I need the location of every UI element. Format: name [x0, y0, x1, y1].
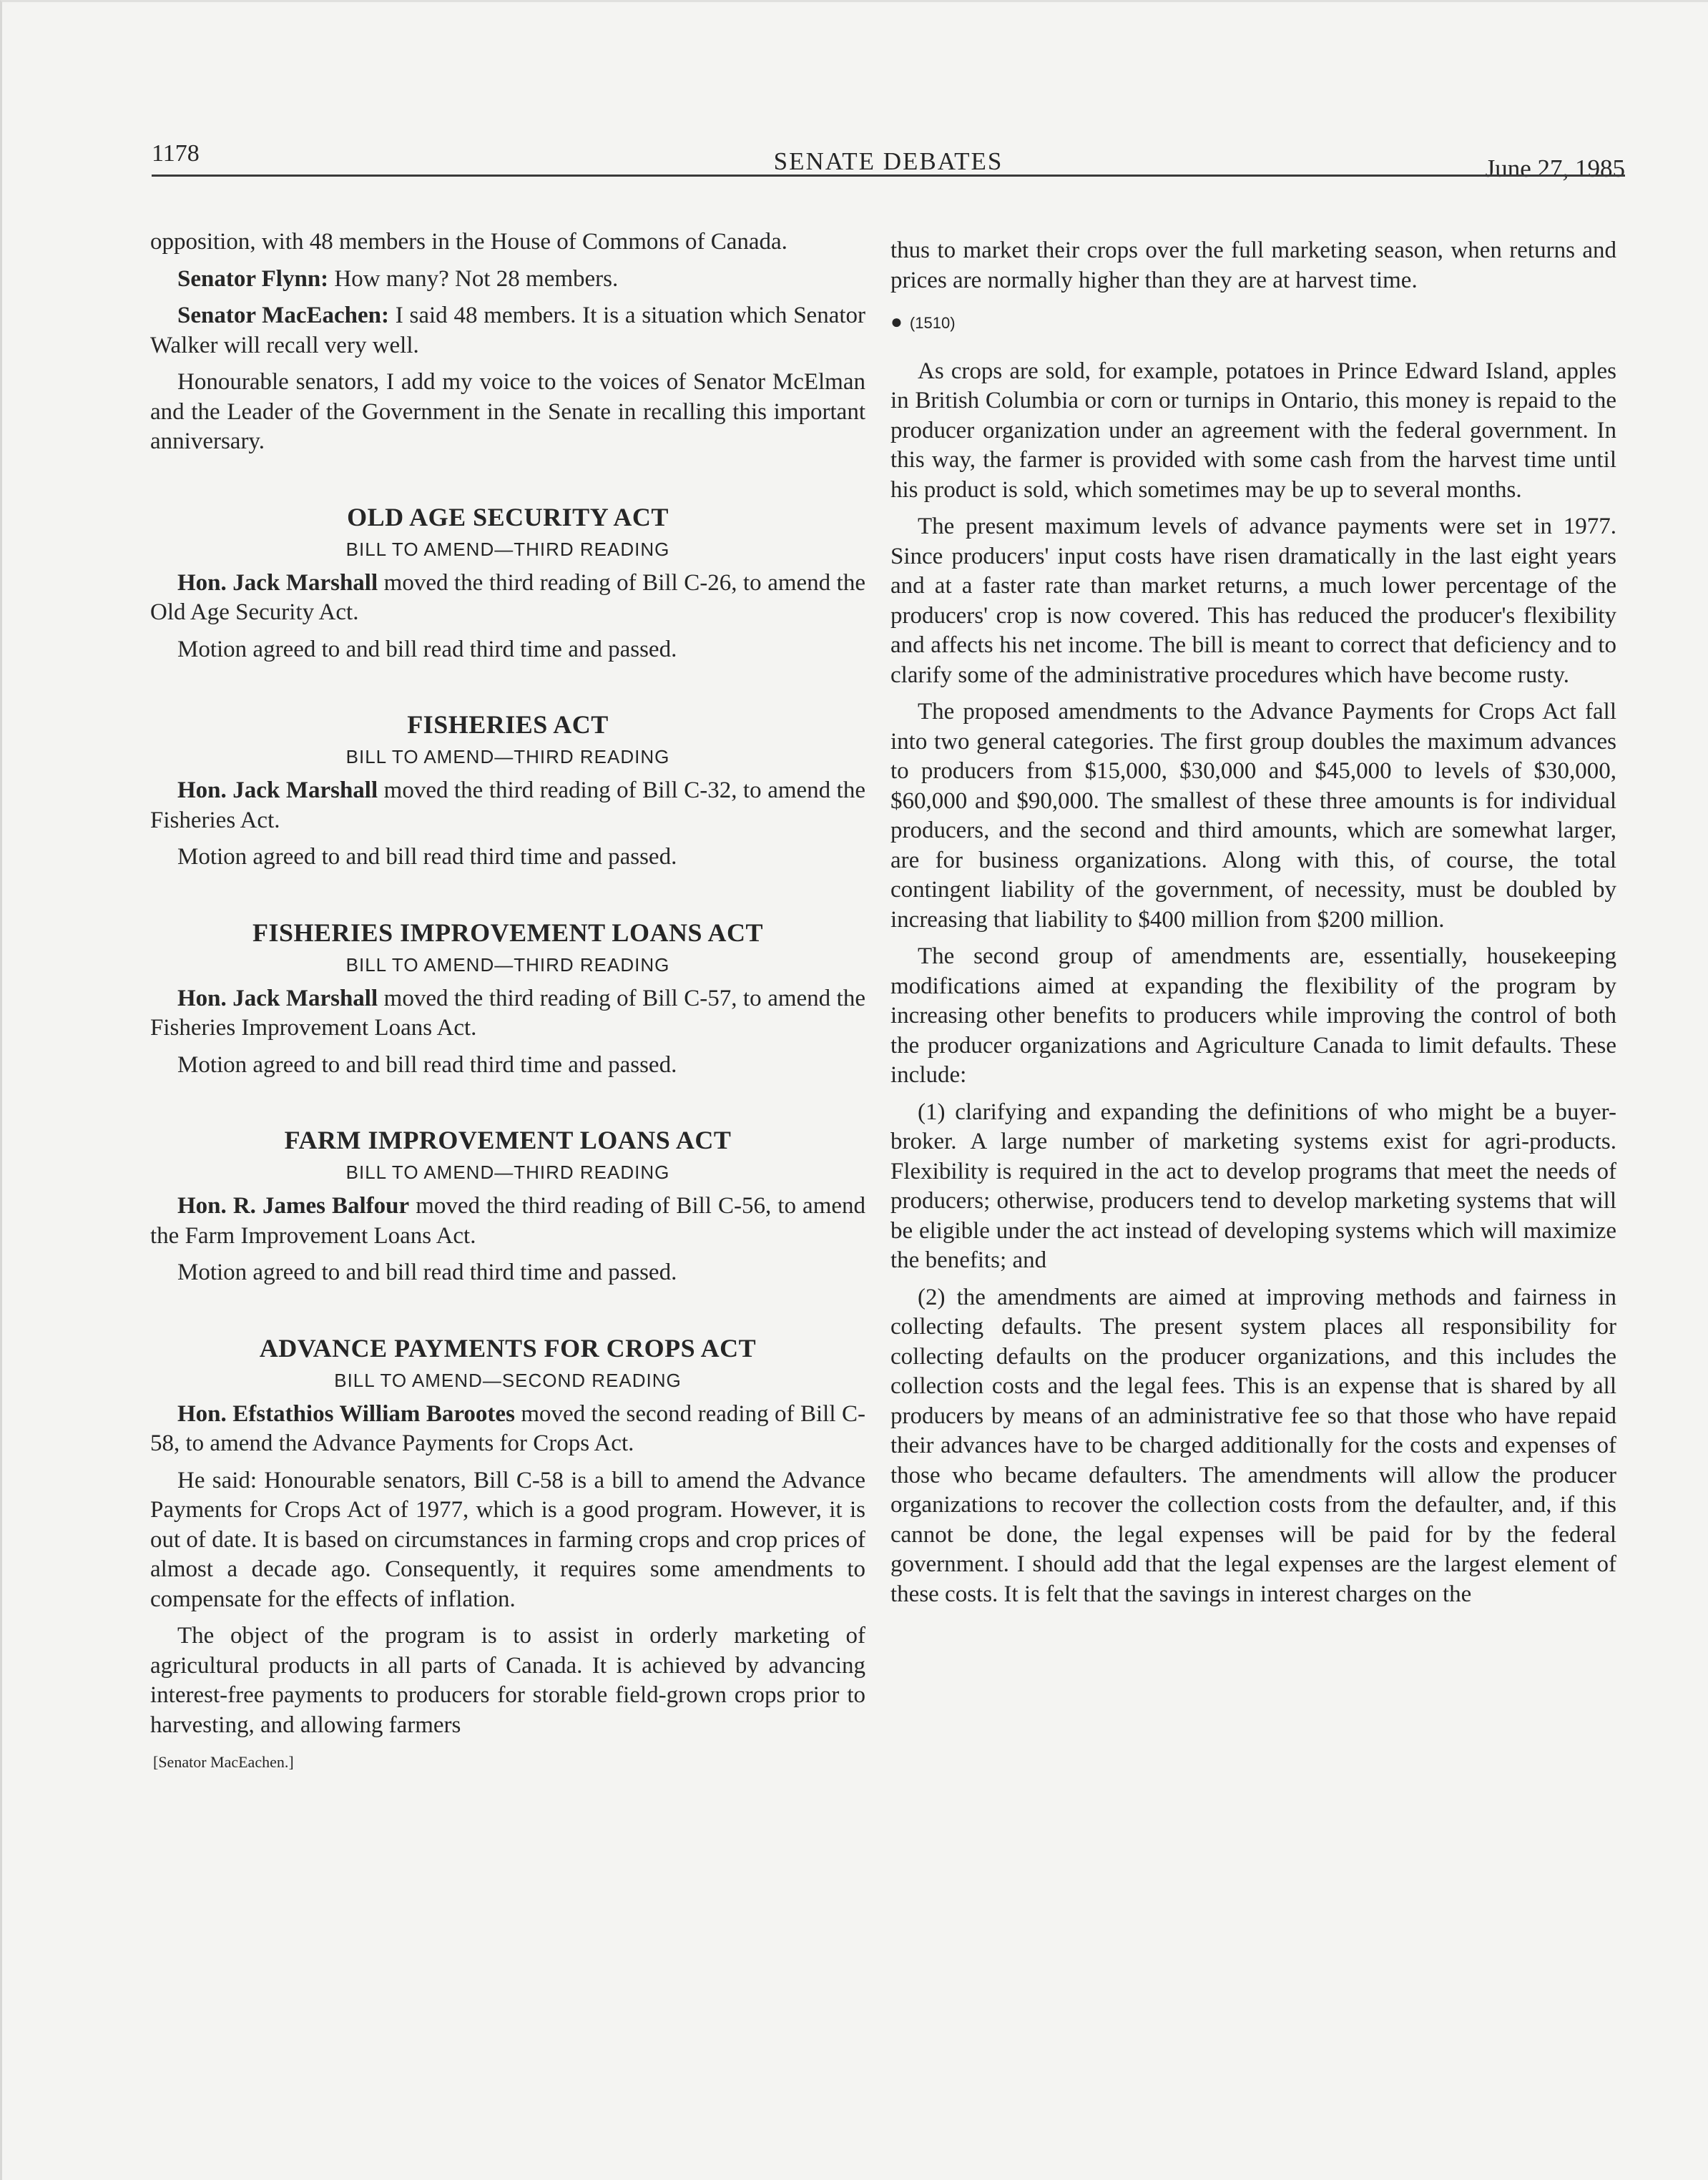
speaker: Hon. Jack Marshall — [177, 985, 378, 1011]
paragraph: The second group of amendments are, essentially, housekeeping modifications aimed at expanding the flexibility of the program by increasing other benefits to producers while improving the control of both the producer organizations and Agriculture Canada to limit defaults. These include: — [890, 943, 1616, 1088]
section-subheading: BILL TO AMEND—THIRD READING — [345, 953, 670, 976]
section-heading: FISHERIES ACT — [407, 710, 609, 739]
speech — [150, 1400, 865, 1459]
speech — [150, 776, 865, 835]
section-subheading: BILL TO AMEND—SECOND READING — [334, 1369, 682, 1391]
paragraph: As crops are sold, for example, potatoes in Prince Edward Island, apples in British Columbia or corn or turnips in Ontario, this money is repaid to the producer organization under an agreement with the federal government. In this way, the farmer is provided with some cash from the harvest time until his product is sold, which sometimes may be up to several months. — [890, 358, 1616, 503]
bullet-icon: ● — [890, 310, 903, 333]
paragraph: The object of the program is to assist in orderly marketing of agricultural products in all parts of Canada. It is achieved by advancing interest-free payments to producers for storable field-grown crops prior to harvesting, and allowing farmers — [150, 1623, 865, 1738]
header-rule — [152, 175, 1625, 177]
speaker: Hon. Jack Marshall — [177, 777, 378, 803]
paragraph: (1) clarifying and expanding the definitions of who might be a buyer-broker. A large number of marketing systems exist for agri-products. Flexibility is required in the act to develop programs that meet the needs of producers; otherwise, producers tend to develop marketing systems that will be eligible under the act instead of developing systems which will maximize the benefits; and — [890, 1099, 1616, 1273]
speaker: Hon. Efstathios William Barootes — [177, 1400, 515, 1427]
speech-text: moved the third reading of Bill C-32, to amend the Fisheries Act. — [150, 777, 865, 833]
left-column — [150, 227, 865, 1777]
paragraph: Honourable senators, I add my voice to the voices of Senator McElman and the Leader of the Government in the Senate in recalling this important anniversary. — [150, 369, 865, 454]
section-heading: OLD AGE SECURITY ACT — [347, 502, 669, 531]
speaker: Hon. Jack Marshall — [177, 569, 378, 596]
motion: Motion agreed to and bill read third time and passed. — [177, 1051, 677, 1078]
section-heading: FARM IMPROVEMENT LOANS ACT — [284, 1126, 732, 1154]
paragraph: opposition, with 48 members in the House of Commons of Canada. — [150, 229, 787, 255]
speech-text: moved the third reading of Bill C-57, to amend the Fisheries Improvement Loans Act. — [150, 985, 865, 1041]
motion: Motion agreed to and bill read third time and passed. — [177, 636, 677, 662]
speech-text: moved the third reading of Bill C-56, to amend the Farm Improvement Loans Act. — [150, 1193, 866, 1249]
time-marker-label: (1510) — [909, 314, 956, 332]
speaker: Senator Flynn: — [177, 265, 329, 292]
speech-text: moved the second reading of Bill C-58, to amend the Advance Payments for Crops Act. — [150, 1400, 865, 1456]
motion: Motion agreed to and bill read third time and passed. — [177, 1260, 677, 1285]
time-marker — [890, 307, 1616, 338]
publication-title: SENATE DEBATES — [773, 147, 1003, 175]
speech — [150, 984, 865, 1044]
section-heading: ADVANCE PAYMENTS FOR CROPS ACT — [259, 1333, 757, 1362]
speech — [150, 569, 865, 628]
right-column — [890, 236, 1616, 1616]
page-number: 1178 — [152, 140, 200, 167]
speech-text: How many? Not 28 members. — [328, 265, 619, 292]
page-header — [152, 140, 1625, 183]
section-subheading: BILL TO AMEND—THIRD READING — [345, 1162, 670, 1183]
section-heading: FISHERIES IMPROVEMENT LOANS ACT — [252, 918, 763, 947]
speech — [150, 1192, 865, 1251]
section-subheading: BILL TO AMEND—THIRD READING — [345, 746, 670, 767]
motion: Motion agreed to and bill read third time and passed. — [177, 844, 677, 870]
publication-date: June 27, 1985 — [1485, 154, 1625, 182]
page-footnote: [Senator MacEachen.] — [153, 1753, 294, 1771]
paragraph: The present maximum levels of advance payments were set in 1977. Since producers' input costs have risen dramatically in the last eight years and at a faster rate than market returns, a much lower percentage of the producers' crop is now covered. This has reduced the producer's flexibility and affects his net income. The bill is meant to correct that deficiency and to clarify some of the administrative procedures which have become rusty. — [890, 514, 1616, 688]
speaker: Senator MacEachen: — [177, 303, 389, 328]
paragraph: (2) the amendments are aimed at improving methods and fairness in collecting defaults. The present system places all responsibility for collecting defaults on the producer organizations, and this includes the collection costs and the legal fees. This is an expense that is shared by all producers by means of an administrative fee so that those who have repaid their advances have to be charged additionally for the costs and expenses of those who became defaulters. The amendments will allow the producer organizations to recover the collection costs from the defaulter, and, if this cannot be done, the legal expenses will be paid for by the federal government. I should add that the legal expenses are the largest element of these costs. It is felt that the savings in interest charges on the — [890, 1284, 1616, 1607]
paragraph: The proposed amendments to the Advance Payments for Crops Act fall into two general categories. The first group doubles the maximum advances to producers from $15,000, $30,000 and $45,000 to levels of $30,000, $60,000 and $90,000. The smallest of these three amounts is for individual producers, and the second and third amounts, which are somewhat larger, are for business organizations. Along with this, of course, the total contingent liability of the government, of necessity, must be doubled by increasing that liability to $400 million from $200 million. — [890, 699, 1616, 933]
paragraph: He said: Honourable senators, Bill C-58 is a bill to amend the Advance Payments for Crops Act of 1977, which is a good program. However, it is out of date. It is based on circumstances in farming crops and crop prices of almost a decade ago. Consequently, it requires some amendments to compensate for the effects of inflation. — [150, 1467, 865, 1612]
speech-text: moved the third reading of Bill C-26, to amend the Old Age Security Act. — [150, 569, 865, 625]
speech — [150, 301, 865, 360]
paragraph: thus to market their crops over the full marketing season, when returns and prices are normally higher than they are at harvest time. — [890, 237, 1616, 293]
speech — [150, 265, 865, 295]
section-subheading: BILL TO AMEND—THIRD READING — [345, 538, 670, 560]
speaker: Hon. R. James Balfour — [177, 1193, 410, 1219]
speech-text: I said 48 members. It is a situation which Senator Walker will recall very well. — [150, 303, 865, 358]
